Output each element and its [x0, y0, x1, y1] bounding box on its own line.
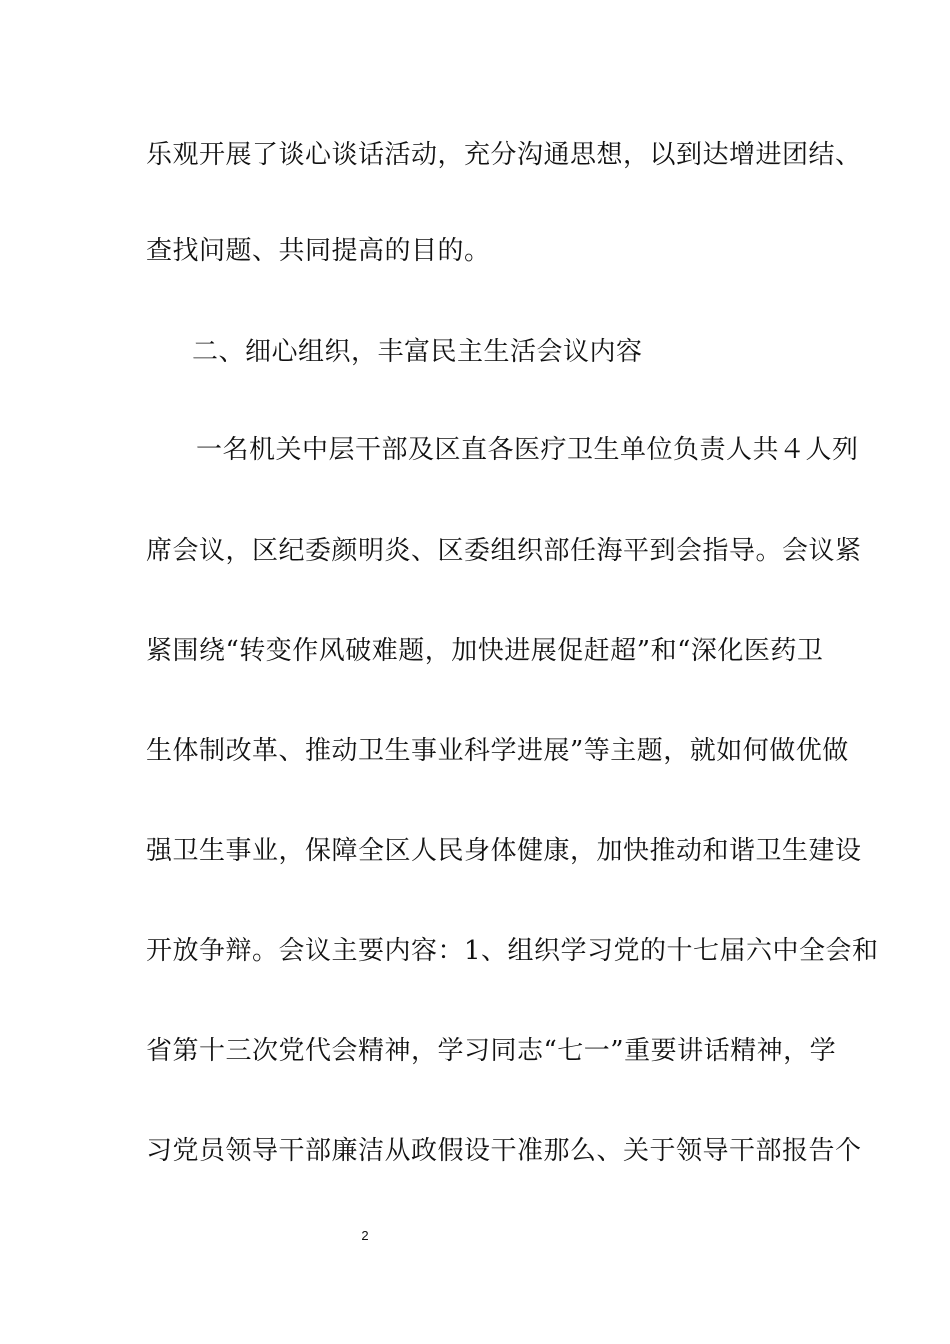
paragraph-line: 乐观开展了谈心谈话活动，充分沟通思想，以到达增进团结、 [146, 140, 862, 170]
paragraph-line: 省第十三次党代会精神，学习同志“七一”重要讲话精神，学 [146, 1036, 837, 1066]
paragraph-line: 开放争辩。会议主要内容：1、组织学习党的十七届六中全会和 [146, 936, 879, 966]
paragraph-line: 一名机关中层干部及区直各医疗卫生单位负责人共４人列 [196, 435, 859, 465]
page-number: 2 [361, 1228, 369, 1243]
paragraph-line: 紧围绕“转变作风破难题，加快进展促赶超”和“深化医药卫 [146, 636, 824, 666]
paragraph-line: 生体制改革、推动卫生事业科学进展”等主题，就如何做优做 [146, 736, 849, 766]
paragraph-line: 强卫生事业，保障全区人民身体健康，加快推动和谐卫生建设 [146, 836, 862, 866]
paragraph-line: 席会议，区纪委颜明炎、区委组织部任海平到会指导。会议紧 [146, 536, 862, 566]
paragraph-line: 习党员领导干部廉洁从政假设干准那么、关于领导干部报告个 [146, 1136, 862, 1166]
section-heading: 二、细心组织，丰富民主生活会议内容 [192, 337, 643, 367]
paragraph-line: 查找问题、共同提高的目的。 [146, 236, 491, 266]
